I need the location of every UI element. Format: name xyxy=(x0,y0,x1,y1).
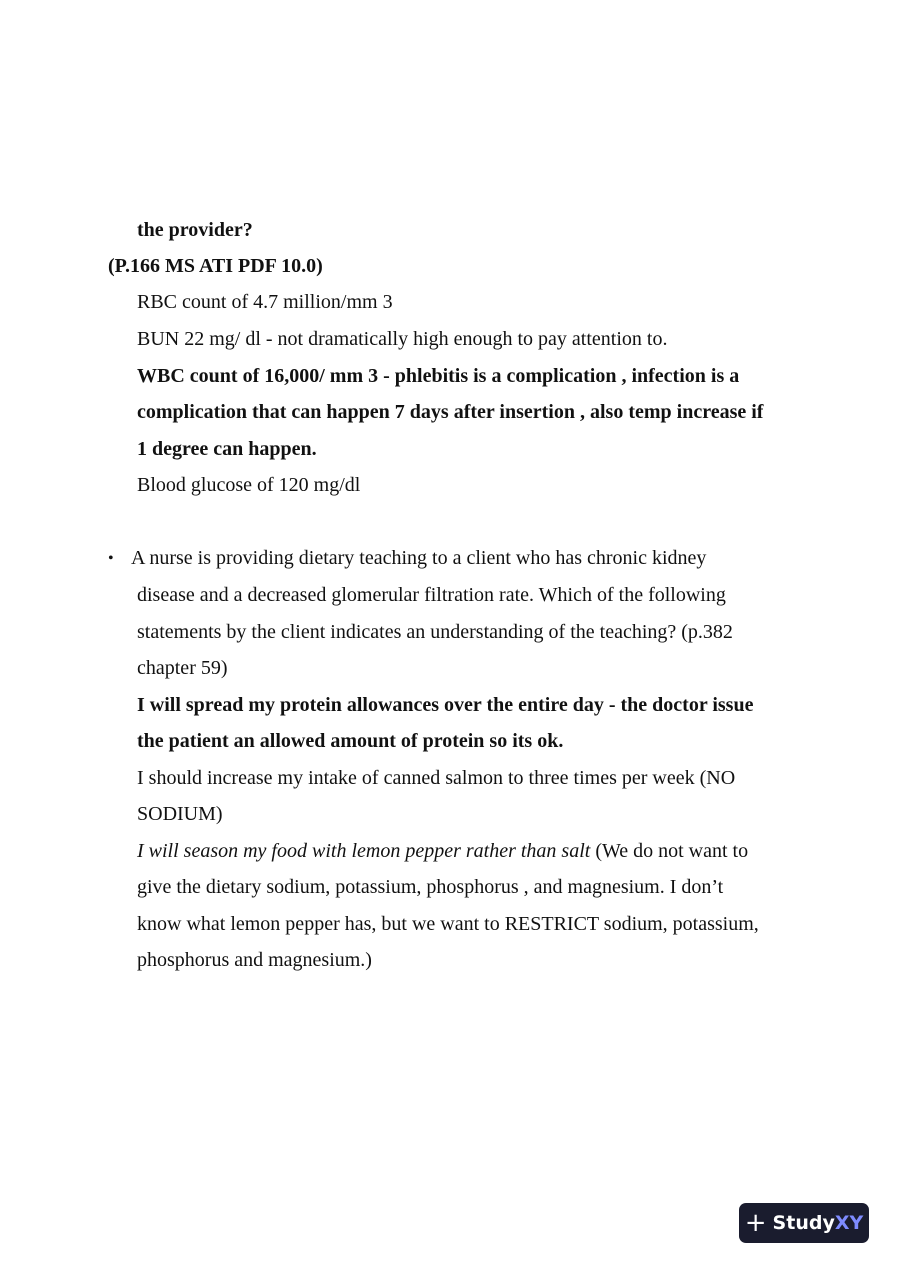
option-rbc: RBC count of 4.7 million/mm 3 xyxy=(137,291,393,313)
page-reference: (P.166 MS ATI PDF 10.0) xyxy=(108,255,323,277)
option-glucose: Blood glucose of 120 mg/dl xyxy=(137,474,361,496)
option-wbc-line-3: 1 degree can happen. xyxy=(137,438,317,460)
option-wbc-line-1: WBC count of 16,000/ mm 3 - phlebitis is a complication , infection is a xyxy=(137,365,740,387)
answer-protein-line-1: I will spread my protein allowances over the entire day - the doctor issue xyxy=(137,694,754,716)
plus-icon: + xyxy=(744,1208,767,1238)
studyxy-logo xyxy=(739,1203,869,1243)
answer-lemon-note: (We do not want to xyxy=(590,840,749,862)
question-continuation: the provider? xyxy=(137,219,253,241)
answer-lemon-line-1 xyxy=(137,839,748,863)
option-wbc-line-2: complication that can happen 7 days after insertion , also temp increase if xyxy=(137,401,764,423)
answer-lemon-line-3: know what lemon pepper has, but we want to RESTRICT sodium, potassium, xyxy=(137,913,759,935)
logo-suffix: XY xyxy=(834,1212,864,1234)
question-line-4: chapter 59) xyxy=(137,657,228,679)
question-line-1: A nurse is providing dietary teaching to a client who has chronic kidney xyxy=(131,547,707,569)
answer-lemon-statement: I will season my food with lemon pepper rather than salt xyxy=(137,840,591,862)
bullet-marker: • xyxy=(108,550,114,567)
answer-lemon-line-2: give the dietary sodium, potassium, phosphorus , and magnesium. I don’t xyxy=(137,876,724,898)
answer-salmon-line-1: I should increase my intake of canned salmon to three times per week (NO xyxy=(137,767,736,789)
answer-protein-line-2: the patient an allowed amount of protein so its ok. xyxy=(137,730,564,752)
logo-word: Study xyxy=(772,1212,835,1234)
answer-salmon-line-2: SODIUM) xyxy=(137,803,223,825)
option-bun: BUN 22 mg/ dl - not dramatically high enough to pay attention to. xyxy=(137,328,668,350)
question-line-3: statements by the client indicates an understanding of the teaching? (p.382 xyxy=(137,621,733,643)
answer-lemon-line-4: phosphorus and magnesium.) xyxy=(137,949,372,971)
question-line-2: disease and a decreased glomerular filtration rate. Which of the following xyxy=(137,584,726,606)
